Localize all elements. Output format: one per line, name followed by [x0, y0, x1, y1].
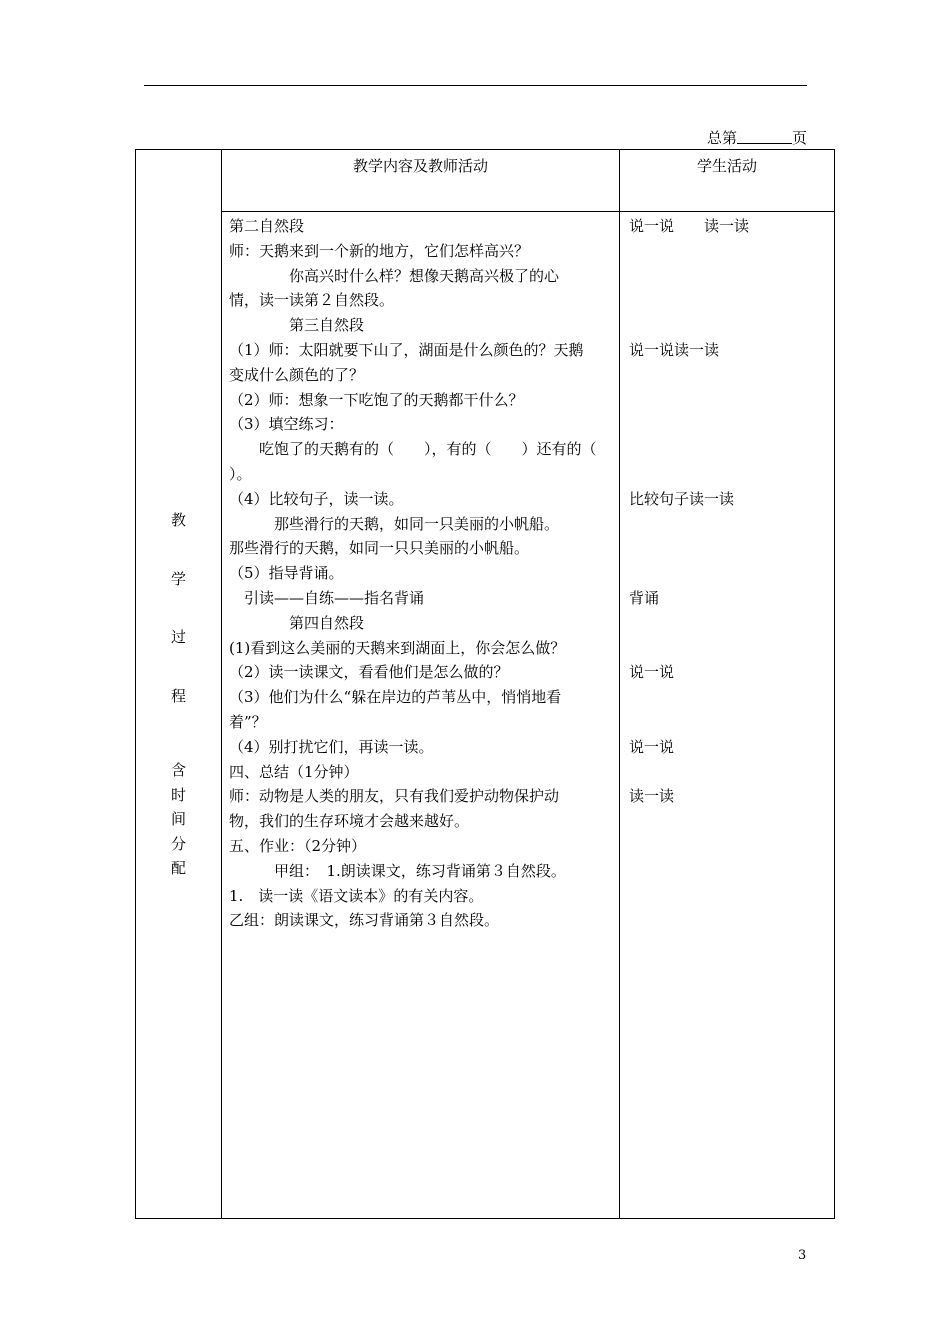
teacher-activity-line: 四、总结（1分钟） [229, 762, 359, 781]
student-activity-item: 背诵 [629, 589, 660, 607]
teacher-activity-line: 着”？ [229, 712, 267, 731]
row-label-note-char: 时 [170, 785, 186, 804]
teacher-activity-line: （1）师：太阳就要下山了，湖面是什么颜色的？天鹅 [229, 340, 584, 359]
teacher-activity-line: （3）他们为什么“躲在岸边的芦苇丛中，悄悄地看 [229, 688, 562, 707]
row-label-char: 过 [170, 628, 186, 646]
row-label-note-char: 配 [170, 859, 186, 877]
page-total [707, 127, 807, 148]
student-activity-item: 说一说 读一读 [629, 217, 750, 235]
teacher-activity-line: 引读——自练——指名背诵 [229, 588, 425, 607]
student-column-header: 学生活动 [696, 157, 757, 175]
column-divider-left [221, 150, 222, 1218]
teacher-activity-line: 师：动物是人类的朋友，只有我们爱护动物保护动 [229, 787, 560, 806]
teacher-activity-line: 五、作业：（2分钟） [229, 836, 367, 855]
teacher-activity-line: （2）读一读课文，看看他们是怎么做的？ [229, 663, 509, 682]
row-label-note-char: 含 [170, 761, 186, 779]
teacher-activity-line: 变成什么颜色的了？ [229, 365, 365, 384]
row-label-char: 程 [170, 686, 186, 705]
teacher-activity-line: 吃饱了的天鹅有的（ ），有的（ ）还有的（ [229, 440, 597, 459]
teacher-activity-line: 第二自然段 [229, 217, 305, 235]
row-label [136, 508, 221, 881]
teacher-activity-line: （3）填空练习： [229, 415, 344, 434]
row-label-char: 学 [170, 569, 186, 588]
student-activity-item: 说一说 [629, 737, 675, 756]
teacher-activity-line: 情，读一读第２自然段。 [229, 291, 395, 310]
row-label-char: 教 [170, 511, 186, 529]
teacher-activity-line: 你高兴时什么样？想像天鹅高兴极了的心 [229, 266, 560, 285]
teacher-activity-line: 师：天鹅来到一个新的地方，它们怎样高兴？ [229, 241, 530, 260]
teacher-activity-line: （2）师：想象一下吃饱了的天鹅都干什么？ [229, 390, 524, 409]
page-number: 3 [798, 1248, 807, 1263]
row-label-note-char: 分 [170, 834, 186, 853]
teacher-activity-line: 物，我们的生存环境才会越来越好。 [229, 812, 470, 831]
teacher-activity-line: 第三自然段 [229, 316, 365, 335]
student-activity-item: 说一说读一读 [629, 341, 720, 359]
teacher-activity-line: (1)看到这么美丽的天鹅来到湖面上，你会怎么做？ [229, 638, 566, 657]
student-activity-item: 说一说 [629, 663, 675, 682]
teacher-activity-line: 那些滑行的天鹅，如同一只只美丽的小帆船。 [229, 539, 530, 558]
page-total-prefix: 总第 [706, 129, 737, 147]
header-row-divider [221, 211, 834, 212]
row-label-note-char: 间 [170, 810, 186, 828]
lesson-table [135, 149, 835, 1219]
teacher-activity-line: （4）别打扰它们，再读一读。 [229, 737, 434, 756]
teacher-activity-line: （4）比较句子，读一读。 [229, 489, 404, 508]
teacher-column-header: 教学内容及教师活动 [352, 157, 488, 175]
student-activity-item: 读一读 [629, 787, 675, 806]
teacher-activity-content [229, 214, 621, 933]
student-activity-item: 比较句子读一读 [629, 489, 735, 508]
teacher-activity-line: 第四自然段 [229, 613, 365, 632]
teacher-activity-line: 那些滑行的天鹅，如同一只美丽的小帆船。 [229, 514, 560, 533]
page-total-suffix: 页 [791, 129, 807, 147]
teacher-activity-line: 甲组： 1.朗读课文，练习背诵第３自然段。 [229, 861, 566, 880]
teacher-activity-line: （5）指导背诵。 [229, 564, 344, 583]
teacher-activity-line: 1. 读一读《语文读本》的有关内容。 [229, 886, 484, 905]
header-rule [144, 85, 807, 86]
page-total-blank [737, 129, 792, 144]
teacher-activity-line: ）。 [229, 464, 252, 483]
teacher-activity-line: 乙组：朗读课文，练习背诵第３自然段。 [229, 911, 500, 930]
